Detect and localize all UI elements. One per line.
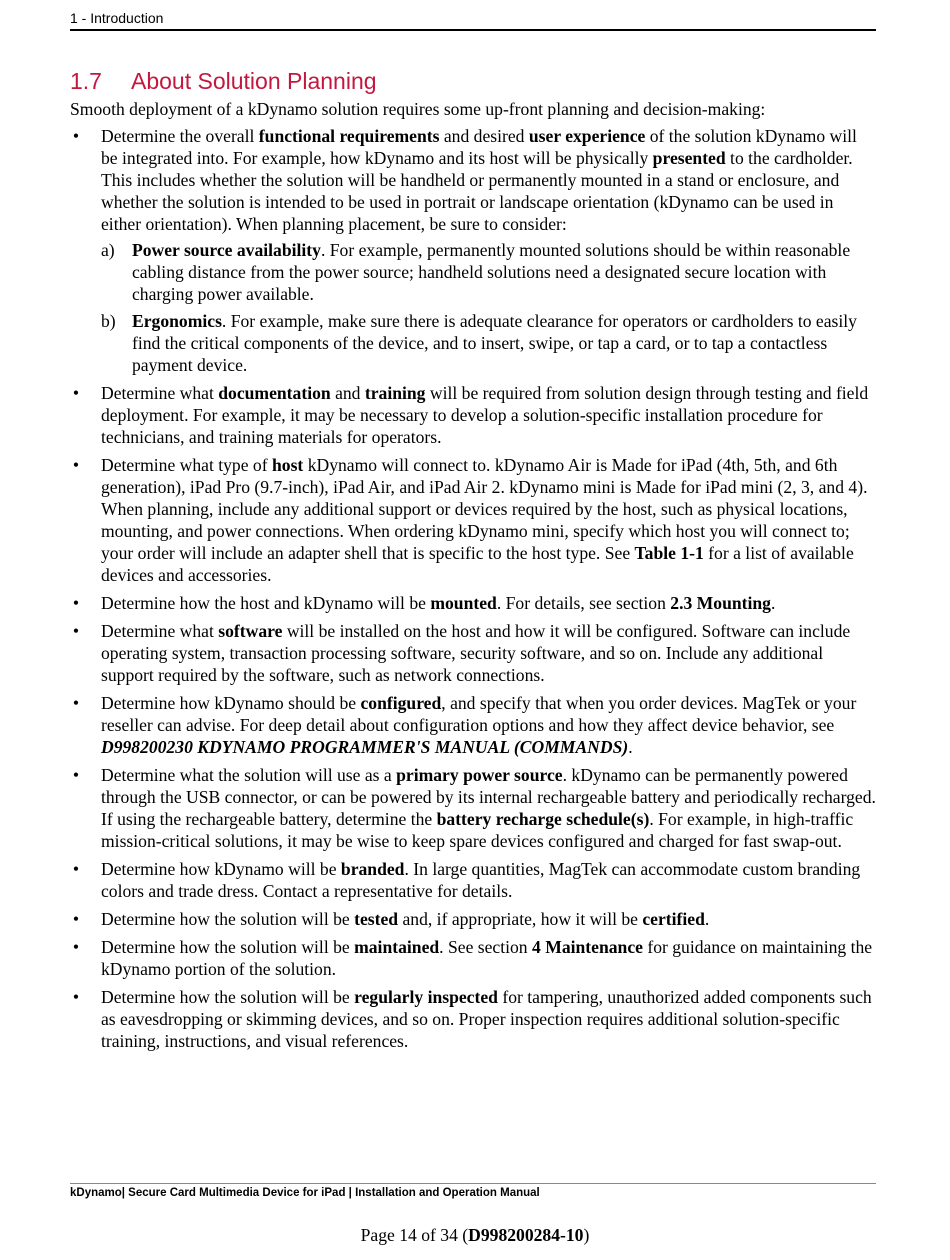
bold-term: tested [354, 909, 399, 929]
bullet-icon: • [72, 455, 80, 475]
text-run: for a list of available devices and accessories. [101, 543, 854, 585]
list-item [70, 764, 876, 852]
text-run: Determine how kDynamo will be [101, 859, 341, 879]
footer-title: kDynamo| Secure Card Multimedia Device for iPad | Installation and Operation Manual [70, 1187, 540, 1199]
text-run: . [628, 737, 633, 757]
bullet-icon: • [72, 693, 80, 713]
bullet-icon: • [72, 909, 80, 929]
text-run: for tampering, unauthorized added components such as eavesdropping or skimming devices, and so on. Proper inspection requires additional solution-specific training, instructions, and visual references. [101, 987, 872, 1051]
bold-term: configured [360, 693, 442, 713]
text-run: Determine how the solution will be [101, 937, 355, 957]
text-run: Determine how kDynamo should be [101, 693, 361, 713]
page-label-end: ) [583, 1225, 590, 1245]
bullet-icon: • [72, 765, 80, 785]
text-run: . For example, make sure there is adequate clearance for operators or cardholders to easily find the critical components of the device, and to insert, swipe, or tap a card, or to tap a contactless payment device. [132, 311, 857, 375]
sub-list-item [101, 310, 876, 376]
bullet-icon: • [72, 937, 80, 957]
sub-list-item [101, 239, 876, 305]
text-run: , and specify that when you order devices. MagTek or your reseller can advise. For deep detail about configuration options and how they affect device behavior, see [101, 693, 857, 735]
bullet-icon: • [72, 593, 80, 613]
page-number [0, 1224, 950, 1246]
section-title: About Solution Planning [131, 68, 377, 94]
list-item [70, 858, 876, 902]
text-run: Determine how the solution will be [101, 909, 355, 929]
text-run: . [704, 909, 710, 929]
text-run: of the solution kDynamo will be integrated into. For example, how kDynamo and its host will be physically [101, 126, 857, 168]
bold-term: certified [642, 909, 705, 929]
text-run: Determine what the solution will use as a [101, 765, 397, 785]
section-reference: 2.3 Mounting [670, 593, 771, 613]
bullet-icon: • [72, 859, 80, 879]
section-number: 1.7 [70, 68, 102, 94]
list-item [70, 936, 876, 980]
page-label: Page 14 of 34 ( [360, 1225, 469, 1245]
section-reference: 4 Maintenance [532, 937, 643, 957]
bullet-icon: • [72, 987, 80, 1007]
text-run: . In large quantities, MagTek can accommodate custom branding colors and trade dress. Contact a representative for details. [101, 859, 861, 901]
bold-term: Power source availability [132, 240, 321, 260]
manual-reference: D998200230 KDYNAMO PROGRAMMER'S MANUAL (COMMANDS) [101, 737, 629, 757]
text-run: to the cardholder. This includes whether the solution will be handheld or permanently mounted in a stand or enclosure, and whether the solution is intended to be used in portrait or landscape orientation (kDynamo can be used in either orientation). When planning placement, be sure to consider: [101, 148, 853, 234]
text-run: Determine what [101, 621, 219, 641]
list-item [70, 382, 876, 448]
text-run: . For details, see section [496, 593, 671, 613]
bold-term: functional requirements [258, 126, 440, 146]
list-item [70, 620, 876, 686]
text-run: Determine how the host and kDynamo will be [101, 593, 431, 613]
text-run: . For example, permanently mounted solutions should be within reasonable cabling distance from the power source; handheld solutions need a designated secure location with charging power available. [132, 240, 851, 304]
bold-term: battery recharge schedule(s) [436, 809, 650, 829]
text-run: will be required from solution design through testing and field deployment. For example, it may be necessary to develop a solution-specific installation procedure for technicians, and training materials for operators. [101, 383, 869, 447]
planning-list [70, 125, 876, 1052]
table-reference: Table 1-1 [634, 543, 704, 563]
list-item [70, 592, 876, 614]
section-body [70, 98, 876, 1058]
bold-term: user experience [528, 126, 646, 146]
bold-term: documentation [218, 383, 331, 403]
bold-term: Ergonomics [132, 311, 222, 331]
list-item [70, 986, 876, 1052]
bold-term: training [364, 383, 426, 403]
text-run: . kDynamo can be permanently powered through the USB connector, or can be powered by its internal rechargeable battery and periodically recharged. If using the rechargeable battery, determine the [101, 765, 876, 829]
list-item [70, 125, 876, 376]
intro-paragraph: Smooth deployment of a kDynamo solution requires some up-front planning and decision-making: [70, 99, 766, 119]
text-run: . See section [439, 937, 533, 957]
bullet-icon: • [72, 126, 80, 146]
document-number: D998200284-10 [468, 1225, 584, 1245]
text-run: for guidance on maintaining the kDynamo portion of the solution. [101, 937, 873, 979]
bullet-icon: • [72, 383, 80, 403]
running-header: 1 - Introduction [70, 8, 876, 31]
text-run: and, if appropriate, how it will be [398, 909, 643, 929]
bold-term: maintained [354, 937, 440, 957]
bold-term: software [218, 621, 283, 641]
bold-term: regularly inspected [354, 987, 498, 1007]
text-run: will be installed on the host and how it will be configured. Software can include operating system, transaction processing software, security software, and so on. Include any additional support required by the software, such as network connections. [101, 621, 851, 685]
text-run: . [770, 593, 776, 613]
text-run: Determine what type of [101, 455, 272, 475]
footer-divider [70, 1183, 876, 1184]
sub-list-marker: b) [101, 311, 116, 331]
bold-term: primary power source [396, 765, 563, 785]
bold-term: mounted [430, 593, 497, 613]
section-heading [70, 66, 377, 96]
text-run: and desired [439, 126, 529, 146]
list-item [70, 908, 876, 930]
text-run: Determine how the solution will be [101, 987, 355, 1007]
list-item [70, 454, 876, 586]
text-run: Determine what [101, 383, 219, 403]
list-item [70, 692, 876, 758]
bold-term: presented [652, 148, 726, 168]
bold-term: branded [340, 859, 405, 879]
text-run: kDynamo will connect to. kDynamo Air is Made for iPad (4th, 5th, and 6th generation), iPad Pro (9.7-inch), iPad Air, and iPad Air 2. kDynamo mini is Made for iPad mini (2, 3, and 4). When planning, include any additional support or devices required by the host, such as physical locations, mounting, and power connections. When ordering kDynamo mini, specify which host you will connect to; your order will include an adapter shell that is specific to the host type. See [101, 455, 868, 563]
bullet-icon: • [72, 621, 80, 641]
text-run: . For example, in high-traffic mission-critical solutions, it may be wise to keep spare devices configured and charged for fast swap-out. [101, 809, 854, 851]
bold-term: host [272, 455, 304, 475]
text-run: Determine the overall [101, 126, 259, 146]
sub-list [101, 239, 876, 376]
sub-list-marker: a) [101, 240, 115, 260]
text-run: and [330, 383, 365, 403]
